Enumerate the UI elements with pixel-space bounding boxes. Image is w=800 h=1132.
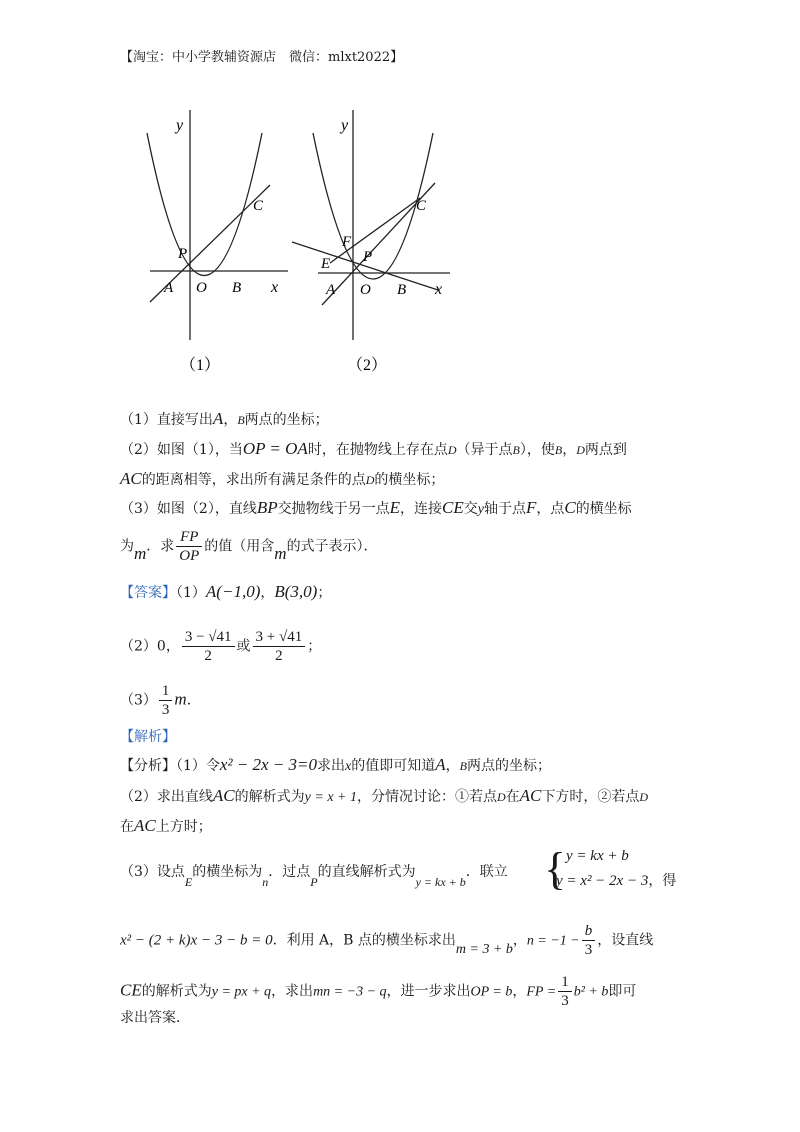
answer-line-3: （3） $\frac{1}{3}$ m． [120,683,201,718]
fig2-label-E: E [321,256,331,272]
analysis-para-6: 求出答案． [120,1010,190,1026]
fig2-label-C: C [416,198,427,214]
question-2-line-2: AC的距离相等，求出所有满足条件的点D的横坐标； [120,469,445,488]
figure-2 [288,108,458,378]
fig1-label-C: C [253,198,264,214]
question-3-line-2: 为m．求 $\frac{FP}{OP}$ 的值（用含m的式子表示）． [120,529,378,564]
system-eq-2: y = x² − 2x − 3，得 [556,873,677,889]
answer-line-2: （2）0， $\frac{3 - √41}{2}$ 或 $\frac{3 + √41}{2}$ ； [120,629,322,664]
fig1-label-y: y [176,117,184,134]
fig2-label-O: O [360,282,371,298]
question-1: （1）直接写出A，B两点的坐标； [120,409,329,428]
fraction-b-3: $\frac{b}{3}$ [582,922,596,959]
fraction-answer-2b: $\frac{3 + √41}{2}$ [253,628,306,665]
fraction-fp-op: $\frac{FP}{OP}$ [176,528,202,565]
fig1-label-x: x [271,279,279,296]
analysis-para-2-line-2: 在AC上方时； [120,816,212,835]
fig1-caption: （1） [180,357,221,374]
analysis-para-5: CE的解析式为y = px + q，求出mn = −3 − q，进一步求出OP = b，FP = $\frac{1}{3}$ b² + b即可 [120,974,637,1009]
figure-1 [135,108,295,378]
fig2-label-P: P [363,249,373,265]
fig1-label-O: O [196,280,207,296]
system-eq-1: y = kx + b [566,848,629,864]
question-2-line-1: （2）如图（1），当OP = OA时，在抛物线上存在点D（异于点B），使B，D两点到 [120,439,627,458]
fig2-label-x: x [435,281,443,298]
fig1-label-P: P [178,246,188,262]
analysis-label: 【解析】 [120,729,176,745]
fig2-label-A: A [326,282,336,298]
fraction-one-third: $\frac{1}{3}$ [558,973,572,1010]
fig2-label-y: y [341,117,349,134]
fig1-label-B: B [232,280,242,296]
analysis-para-3: （3）设点E的横坐标为n．过点P的直线解析式为y = kx + b．联立 [120,864,508,889]
fig1-label-A: A [164,280,174,296]
analysis-para-1: 【分析】（1）令x² − 2x − 3=0求出x的值即可知道A，B两点的坐标； [120,755,551,774]
fig2-label-F: F [342,234,352,250]
question-3-line-1: （3）如图（2），直线BP交抛物线于另一点E，连接CE交y轴于点F，点C的横坐标 [120,498,632,517]
answer-line-1: 【答案】（1）A(−1,0)，B(3,0)； [120,582,332,601]
fraction-answer-3: $\frac{1}{3}$ [159,682,173,719]
fig2-label-B: B [397,282,407,298]
fraction-answer-2a: $\frac{3 - √41}{2}$ [182,628,235,665]
analysis-para-2-line-1: （2）求出直线AC的解析式为y = x + 1，分情况讨论：①若点D在AC下方时，②若点D [120,786,649,805]
system-brace: { [544,843,567,894]
analysis-para-4: x² − (2 + k)x − 3 − b = 0．利用 A，B 点的横坐标求出m = 3 + b，n = −1 − $\frac{b}{3}$ ，设直线 [120,923,654,958]
answer-label: 【答案】 [120,585,176,601]
header-watermark: 【淘宝：中小学教辅资源店 微信：mlxt2022】 [120,50,404,65]
fig2-caption: （2） [347,357,388,374]
